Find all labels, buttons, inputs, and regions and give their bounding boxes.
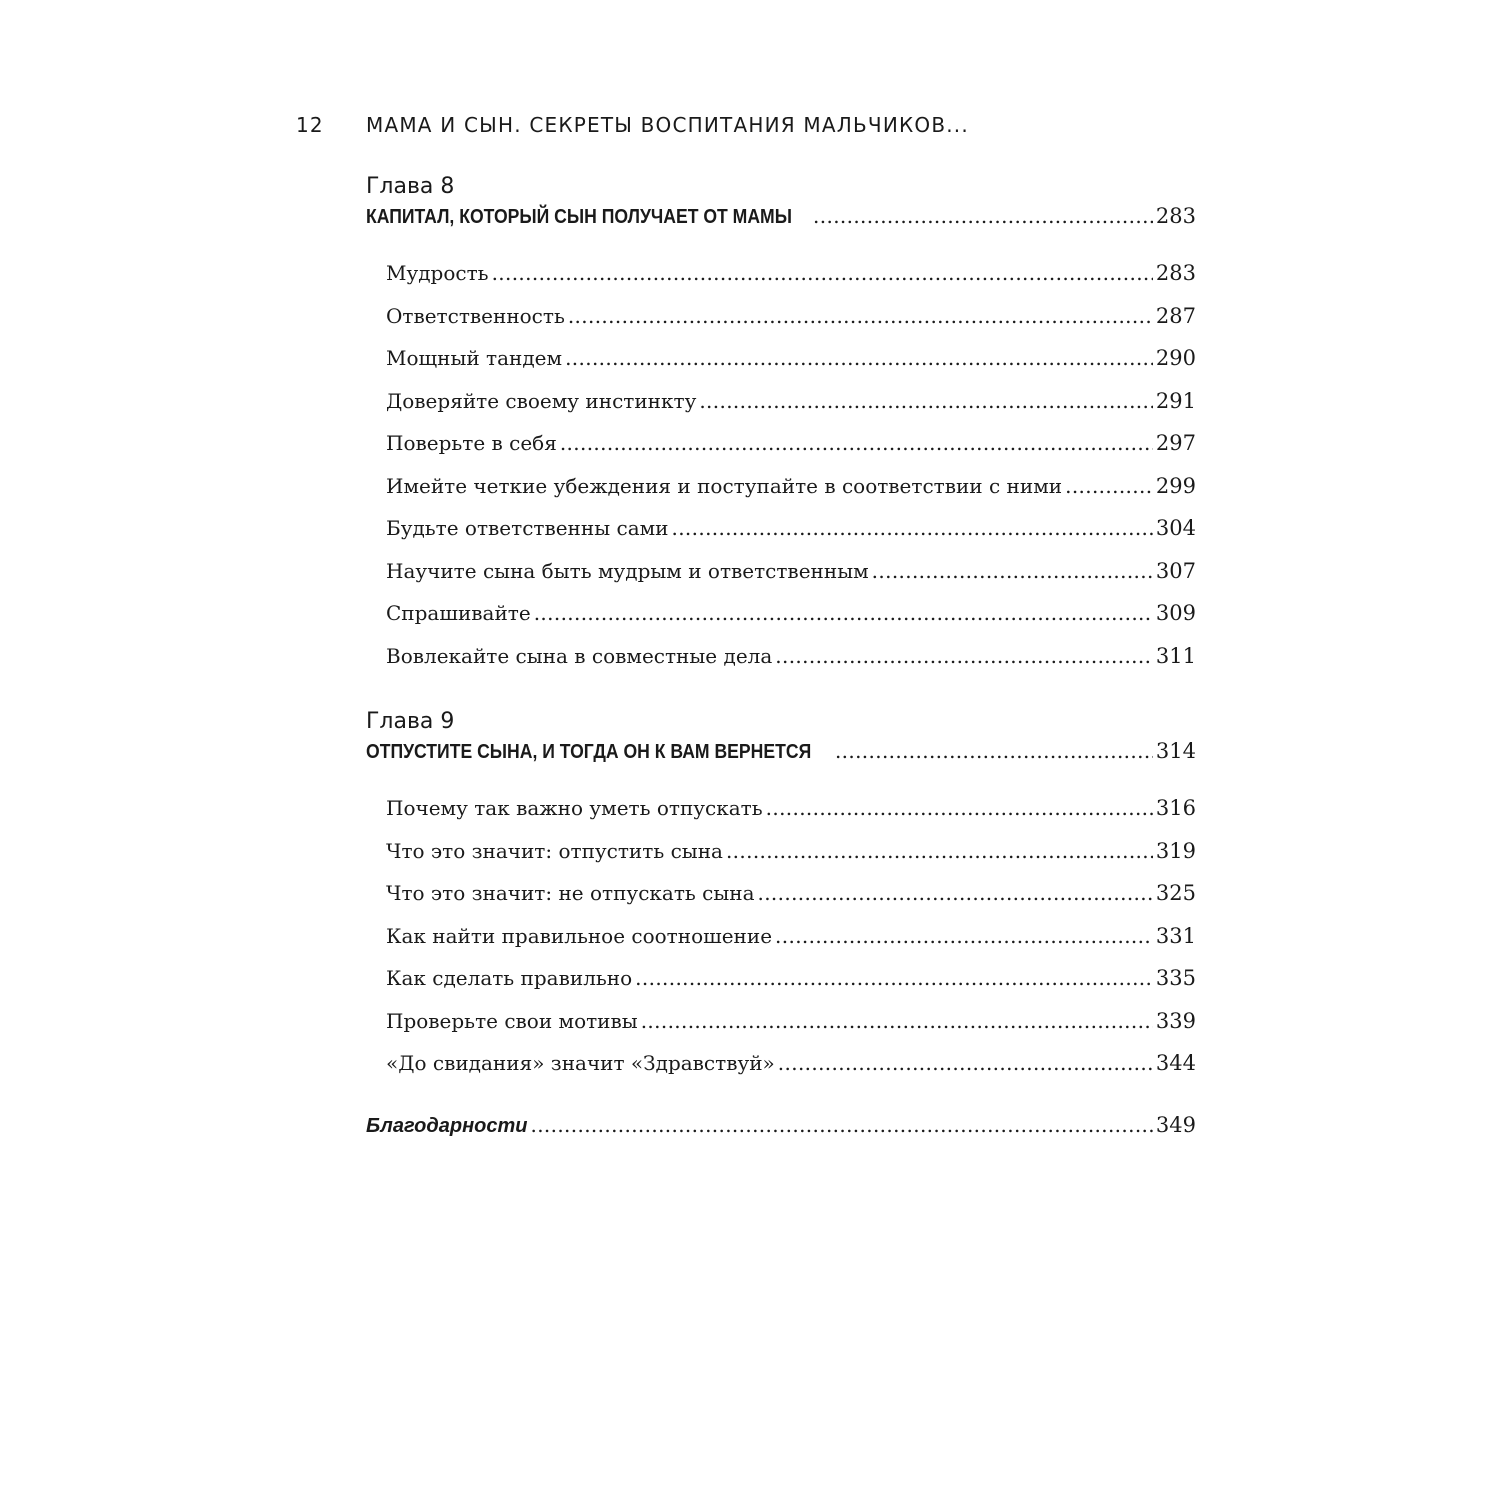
- leader-dots: [672, 507, 1153, 550]
- leader-dots: [534, 592, 1153, 635]
- section-title: «До свидания» значит «Здравствуй»: [386, 1051, 775, 1075]
- section-title: Мощный тандем: [386, 346, 563, 370]
- section-title: Что это значит: отпустить сына: [386, 838, 723, 863]
- acknowledgments-title: Благодарности: [366, 1114, 528, 1137]
- section-title: Что это значит: не отпускать сына: [386, 881, 755, 905]
- leader-dots: [835, 739, 1153, 763]
- section-page: 299: [1155, 473, 1196, 498]
- toc-entry: [386, 550, 1196, 593]
- leader-dots: [568, 295, 1153, 338]
- toc-entry: [386, 915, 1196, 958]
- chapter-title-row: [366, 204, 1196, 238]
- toc-entry: [386, 465, 1196, 508]
- section-title: Спрашивайте: [386, 601, 531, 625]
- leader-dots: [492, 252, 1153, 295]
- section-title: Почему так важно уметь отпускать: [386, 796, 763, 820]
- section-page: 287: [1155, 303, 1196, 328]
- section-title: Поверьте в себя: [386, 431, 557, 455]
- section-title: Мудрость: [386, 261, 489, 285]
- section-title: Как найти правильное соотношение: [386, 923, 773, 948]
- chapter-page: 314: [1155, 739, 1196, 763]
- section-page: 344: [1155, 1051, 1196, 1075]
- toc-entry: [386, 422, 1196, 465]
- toc-entry: [386, 507, 1196, 550]
- leader-dots: [530, 1113, 1152, 1137]
- toc-entry: [386, 830, 1196, 873]
- section-page: 335: [1155, 966, 1196, 990]
- section-title: Будьте ответственны сами: [386, 516, 669, 540]
- chapter-title: ОТПУСТИТЕ СЫНА, И ТОГДА ОН К ВАМ ВЕРНЕТСЯ: [366, 741, 812, 763]
- section-page: 311: [1155, 643, 1196, 668]
- leader-dots: [726, 830, 1153, 873]
- chapter-title-row: [366, 739, 1196, 773]
- running-head: [296, 110, 1196, 140]
- section-page: 309: [1155, 601, 1196, 625]
- section-page: 291: [1155, 388, 1196, 413]
- leader-dots: [1065, 465, 1153, 508]
- section-title: Как сделать правильно: [386, 966, 633, 990]
- section-page: 304: [1155, 516, 1196, 540]
- acknowledgments-row: [366, 1113, 1196, 1147]
- toc-entry: [386, 635, 1196, 678]
- acknowledgments-page: 349: [1155, 1112, 1196, 1137]
- section-title: Доверяйте своему инстинкту: [386, 388, 697, 413]
- section-page: 319: [1155, 838, 1196, 863]
- section-list: [366, 252, 1196, 677]
- toc-entry: [386, 295, 1196, 338]
- chapter-label: Глава 9: [366, 709, 455, 734]
- leader-dots: [766, 787, 1153, 830]
- book-title: МАМА И СЫН. СЕКРЕТЫ ВОСПИТАНИЯ МАЛЬЧИКОВ...: [366, 113, 969, 137]
- toc-entry: [386, 872, 1196, 915]
- toc-entry: [386, 252, 1196, 295]
- chapter-8: [366, 172, 1196, 677]
- leader-dots: [635, 957, 1153, 1000]
- toc-entry: [386, 592, 1196, 635]
- leader-dots: [872, 550, 1153, 593]
- toc-entry: [386, 1042, 1196, 1085]
- leader-dots: [775, 915, 1153, 958]
- page-number: 12: [296, 113, 324, 137]
- toc-entry: [386, 380, 1196, 423]
- section-title: Вовлекайте сына в совместные дела: [386, 643, 773, 668]
- section-page: 316: [1155, 796, 1196, 820]
- toc-entry: [386, 957, 1196, 1000]
- section-title: Проверьте свои мотивы: [386, 1008, 638, 1033]
- leader-dots: [565, 337, 1153, 380]
- chapter-label: Глава 8: [366, 174, 455, 199]
- chapter-page: 283: [1155, 204, 1196, 228]
- leader-dots: [699, 380, 1153, 423]
- section-page: 339: [1155, 1008, 1196, 1033]
- section-title: Научите сына быть мудрым и ответственным: [386, 558, 869, 583]
- chapter-9: [366, 707, 1196, 1085]
- leader-dots: [560, 422, 1153, 465]
- leader-dots: [775, 635, 1153, 678]
- toc-entry: [386, 787, 1196, 830]
- section-page: 325: [1155, 881, 1196, 905]
- chapter-title: КАПИТАЛ, КОТОРЫЙ СЫН ПОЛУЧАЕТ ОТ МАМЫ: [366, 206, 792, 228]
- section-title: Имейте четкие убеждения и поступайте в соответствии с ними: [386, 473, 1063, 498]
- leader-dots: [813, 204, 1153, 228]
- section-page: 331: [1155, 923, 1196, 948]
- leader-dots: [641, 1000, 1153, 1043]
- section-page: 297: [1155, 431, 1196, 455]
- leader-dots: [758, 872, 1153, 915]
- section-page: 290: [1155, 346, 1196, 370]
- section-title: Ответственность: [386, 303, 565, 328]
- table-of-contents: [366, 172, 1196, 1147]
- toc-entry: [386, 1000, 1196, 1043]
- toc-entry: [386, 337, 1196, 380]
- section-page: 283: [1155, 261, 1196, 285]
- section-list: [366, 787, 1196, 1085]
- section-page: 307: [1155, 558, 1196, 583]
- leader-dots: [778, 1042, 1153, 1085]
